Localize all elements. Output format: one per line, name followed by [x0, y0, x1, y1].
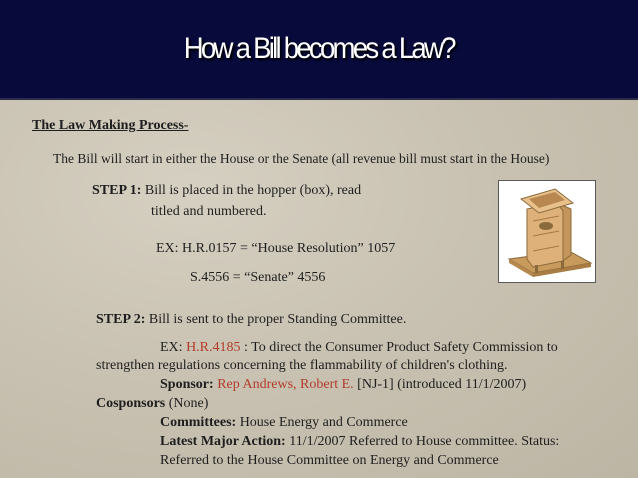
sponsor-label: Sponsor: [160, 377, 214, 392]
step2-example-line2: strengthen regulations concerning the flammability of children's clothing. [96, 358, 508, 373]
committees-line [160, 414, 408, 431]
committees-value: House Energy and Commerce [236, 415, 408, 430]
slide-title: How a Bill becomes a Law? [183, 32, 455, 65]
example-prefix: EX: [160, 340, 187, 355]
step1-example1: EX: H.R.0157 = “House Resolution” 1057 [156, 241, 396, 256]
example-text-1: : To direct the Consumer Product Safety Commission to [240, 340, 558, 355]
latest-action-line2: Referred to the House Committee on Energy and Commerce [160, 453, 499, 468]
step1-text: Bill is placed in the hopper (box), read [144, 183, 362, 198]
step2-label: STEP 2: [96, 312, 146, 327]
title-bar [0, 0, 638, 100]
section-heading: The Law Making Process- [32, 118, 189, 133]
step2-example-line1 [160, 339, 558, 356]
sponsor-line [160, 376, 526, 393]
cosponsors-label: Cosponsors [96, 396, 166, 411]
step2-line [96, 311, 406, 328]
step1-line2: titled and numbered. [151, 204, 267, 219]
latest-action-label: Latest Major Action: [160, 434, 286, 449]
committees-label: Committees: [160, 415, 237, 430]
step1-line1 [92, 182, 361, 199]
cosponsors-line [96, 395, 208, 412]
step2-text: Bill is sent to the proper Standing Committee. [148, 312, 407, 327]
intro-text: The Bill will start in either the House or the Senate (all revenue bill must start in the House) [53, 151, 550, 166]
step1-example2: S.4556 = “Senate” 4556 [190, 270, 326, 285]
step1-label: STEP 1: [92, 183, 142, 198]
cosponsors-value: (None) [165, 396, 209, 411]
bill-link[interactable]: H.R.4185 [186, 340, 241, 355]
hopper-box-photo [498, 180, 596, 283]
latest-action-line1 [160, 433, 559, 450]
sponsor-details: [NJ-1] (introduced 11/1/2007) [353, 377, 527, 392]
latest-action-value: 11/1/2007 Referred to House committee. Status: [285, 434, 560, 449]
sponsor-link[interactable]: Rep Andrews, Robert E. [217, 377, 354, 392]
